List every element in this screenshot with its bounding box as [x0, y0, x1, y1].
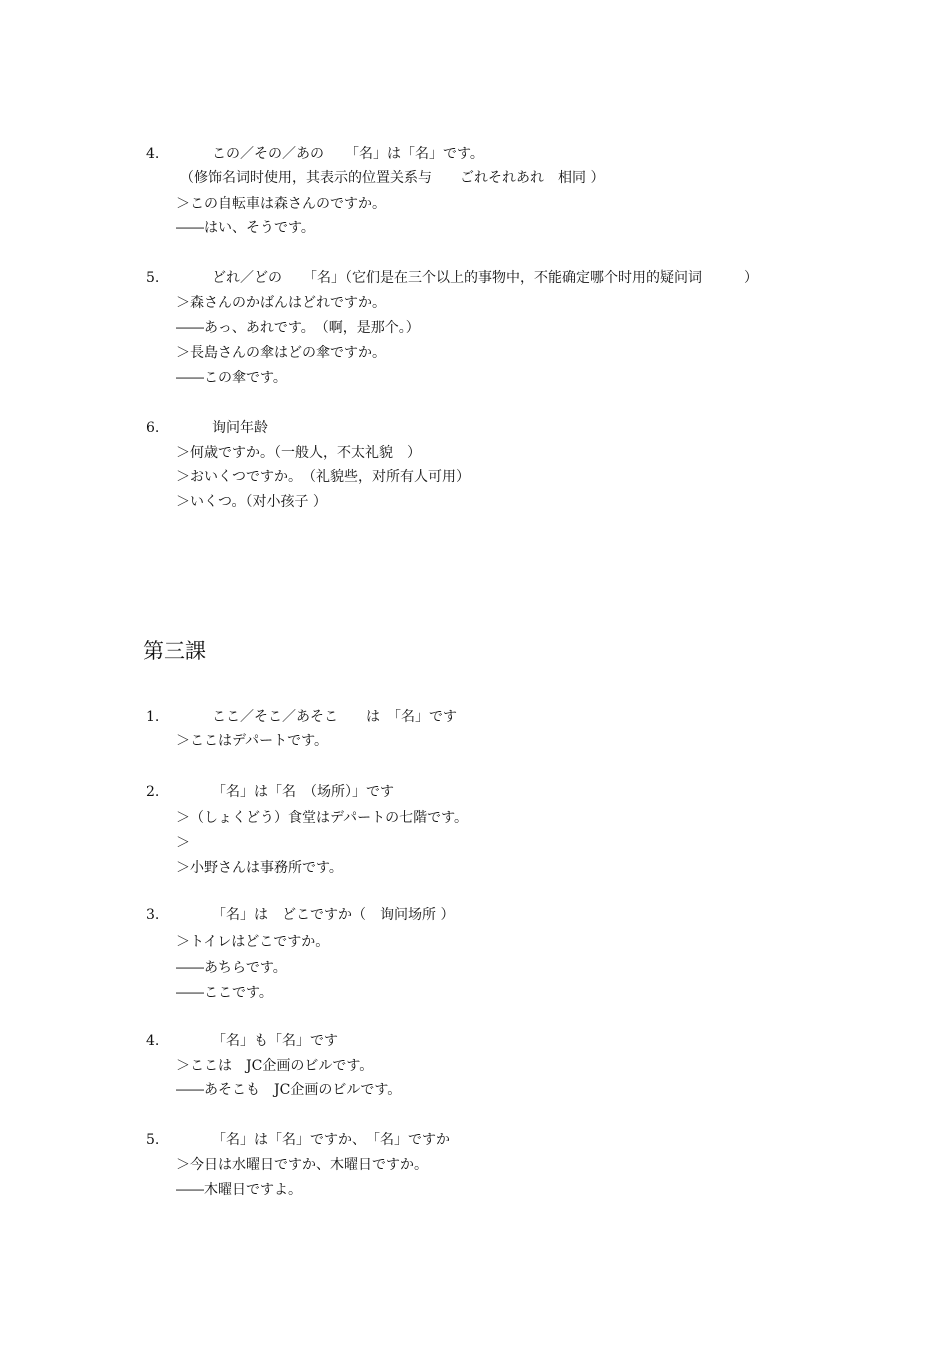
- example-line: ――ここです。: [176, 985, 273, 1001]
- section-heading: 「名」は「名 （场所）」です: [212, 784, 394, 800]
- example-line: ＞（しょくどう）食堂はデパートの七階です。: [176, 810, 469, 826]
- example-line: ＞: [176, 835, 190, 851]
- section-heading: この／その／あの 「名」は「名」です。: [212, 146, 484, 162]
- example-line: ＞何歳ですか。（一般人，不太礼貌 ）: [176, 445, 421, 461]
- section-heading: 「名」は「名」ですか、 「名」ですか: [212, 1132, 450, 1148]
- example-line: ＞いくつ。（对小孩子 ）: [176, 494, 327, 510]
- section-number: 5.: [146, 1132, 160, 1148]
- example-line: ――あそこも JC企画のビルです。: [176, 1082, 402, 1098]
- section-number: 4.: [146, 146, 160, 162]
- section-heading: どれ／どの 「名」（它们是在三个以上的事物中，不能确定哪个时用的疑问词 ）: [212, 270, 758, 286]
- section-number: 5.: [146, 270, 160, 286]
- example-line: ＞トイレはどこですか。: [176, 934, 330, 950]
- section-number: 6.: [146, 420, 160, 436]
- chapter-title: 第三課: [143, 639, 206, 663]
- example-line: ＞長島さんの傘はどの傘ですか。: [176, 345, 386, 361]
- section-heading: ここ／そこ／あそこ は 「名」です: [212, 709, 457, 725]
- example-line: ＞ここはデパートです。: [176, 733, 329, 749]
- example-line: ＞森さんのかばんはどれですか。: [176, 295, 386, 311]
- section-number: 3.: [146, 907, 160, 923]
- section-heading: 「名」も「名」です: [212, 1033, 338, 1049]
- example-line: ＞小野さんは事務所です。: [176, 860, 343, 876]
- section-number: 1.: [146, 709, 160, 725]
- example-line: ――はい、そうです。: [176, 220, 315, 236]
- example-line: ＞今日は水曜日ですか、木曜日ですか。: [176, 1157, 428, 1173]
- example-line: ――あっ、あれです。 （啊，是那个。）: [176, 320, 420, 336]
- section-number: 4.: [146, 1033, 160, 1049]
- example-line: ――この傘です。: [176, 370, 287, 386]
- example-line: ＞おいくつですか。 （礼貌些，对所有人可用）: [176, 469, 470, 485]
- example-line: ＞この自転車は森さんのですか。: [176, 196, 386, 212]
- section-heading: 「名」は どこですか（ 询问场所 ）: [212, 907, 455, 923]
- example-line: ――木曜日ですよ。: [176, 1182, 302, 1198]
- section-heading: 询问年龄: [212, 420, 268, 436]
- example-line: ＞ここは JC企画のビルです。: [176, 1058, 374, 1074]
- section-number: 2.: [146, 784, 160, 800]
- example-line: ――あちらです。: [176, 960, 287, 976]
- note-line: （修饰名词时使用，其表示的位置关系与 ごれそれあれ 相同 ）: [180, 170, 605, 186]
